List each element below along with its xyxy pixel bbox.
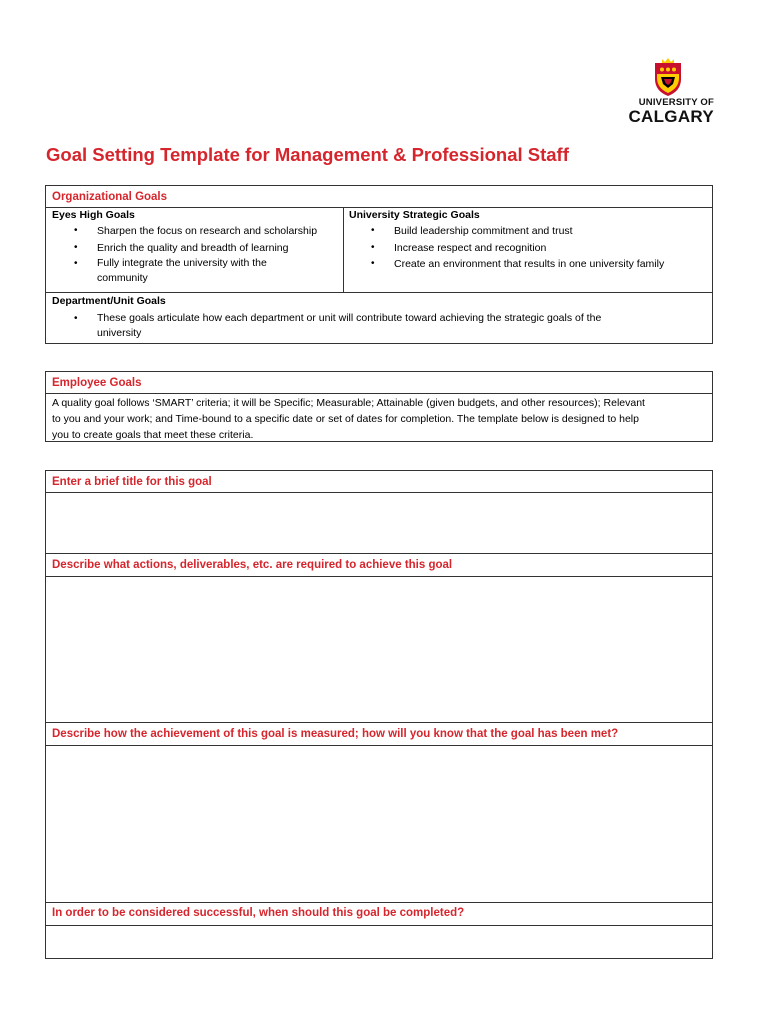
employee-goals-table — [45, 371, 713, 442]
divider — [46, 292, 712, 293]
bullet-icon: • — [74, 225, 78, 236]
bullet-icon: • — [371, 241, 375, 253]
strategic-goals-list — [371, 223, 711, 273]
divider — [46, 553, 712, 554]
eyes-high-item-1: Sharpen the focus on research and scholarship — [97, 225, 318, 237]
organizational-goals-table — [45, 185, 713, 344]
department-goals-list — [74, 311, 704, 341]
eyes-high-heading: Eyes High Goals — [52, 209, 135, 221]
list-item — [74, 223, 339, 240]
list-item — [371, 256, 711, 273]
divider — [46, 722, 712, 723]
organizational-goals-header: Organizational Goals — [52, 191, 168, 203]
strategic-item-2: Increase respect and recognition — [394, 241, 547, 254]
description-line-2: to you and your work; and Time-bound to a specific date or set of dates for completion. The template below is designed to help — [52, 413, 639, 425]
description-line-3: you to create goals that meet these criteria. — [52, 429, 254, 441]
divider — [46, 393, 712, 394]
page-title: Goal Setting Template for Management & Professional Staff — [46, 144, 569, 165]
eyes-high-list — [74, 223, 339, 286]
list-item — [74, 311, 704, 341]
list-item — [74, 240, 339, 257]
measure-prompt: Describe how the achievement of this goal is measured; how will you know that the goal has been met? — [52, 728, 619, 740]
completion-date-field[interactable] — [46, 926, 712, 958]
employee-goals-header: Employee Goals — [52, 377, 142, 389]
strategic-item-3: Create an environment that results in one university family — [394, 258, 665, 270]
employee-goals-description — [52, 395, 707, 443]
divider — [46, 207, 712, 208]
department-goals-heading: Department/Unit Goals — [52, 295, 166, 307]
strategic-goals-heading: University Strategic Goals — [349, 209, 480, 221]
actions-field[interactable] — [46, 577, 712, 721]
goal-form-table — [45, 470, 713, 959]
eyes-high-item-3-cont: community — [97, 272, 148, 284]
goal-title-prompt: Enter a brief title for this goal — [52, 476, 212, 488]
bullet-icon: • — [371, 258, 375, 269]
list-item — [74, 256, 339, 286]
actions-prompt: Describe what actions, deliverables, etc. are required to achieve this goal — [52, 559, 453, 571]
eyes-high-item-3: Fully integrate the university with the — [97, 257, 267, 269]
bullet-icon: • — [74, 313, 78, 324]
eyes-high-item-2: Enrich the quality and breadth of learning — [97, 241, 289, 254]
university-logo — [622, 57, 714, 129]
list-item — [371, 223, 711, 240]
logo-calgary: CALGARY — [628, 107, 714, 126]
list-item — [371, 240, 711, 257]
completion-prompt: In order to be considered successful, when should this goal be completed? — [52, 907, 465, 919]
column-divider — [343, 207, 344, 292]
bullet-icon: • — [74, 241, 78, 253]
goal-title-field[interactable] — [46, 493, 712, 553]
department-item-1: These goals articulate how each department or unit will contribute toward achieving the strategic goals of the — [97, 312, 602, 324]
bullet-icon: • — [371, 225, 375, 236]
description-line-1: A quality goal follows ‘SMART’ criteria; it will be Specific; Measurable; Attainable (given budgets, and other resources); Relevant — [52, 397, 645, 409]
divider — [46, 902, 712, 903]
department-item-1-cont: university — [97, 327, 142, 339]
crest-icon — [652, 57, 684, 97]
logo-university-of: UNIVERSITY OF — [638, 97, 714, 108]
bullet-icon: • — [74, 258, 78, 269]
measure-field[interactable] — [46, 746, 712, 901]
strategic-item-1: Build leadership commitment and trust — [394, 225, 573, 237]
